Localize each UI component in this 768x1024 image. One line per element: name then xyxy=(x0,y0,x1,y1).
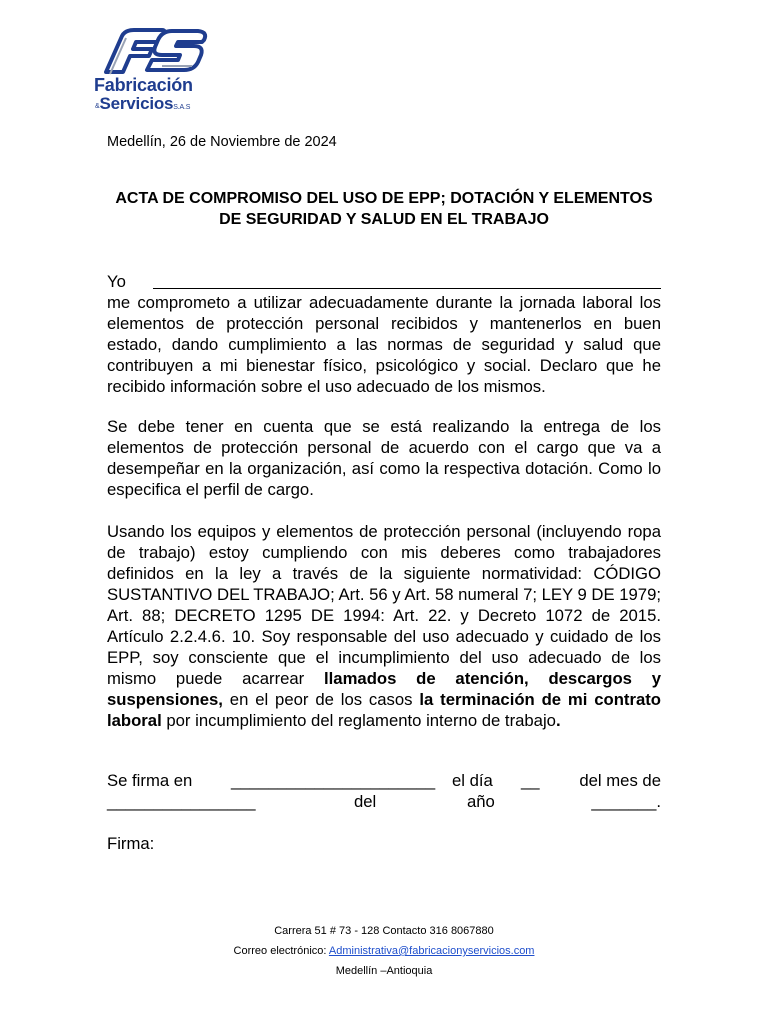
month-blank: ________________ xyxy=(107,792,256,811)
regulations-text-end: por incumplimiento del reglamento interno de trabajo xyxy=(161,711,556,730)
yo-label: Yo xyxy=(107,272,126,291)
logo-ampersand: & xyxy=(95,103,100,110)
del-label: del xyxy=(354,792,377,811)
del-mes-de-label xyxy=(579,771,661,791)
signature-place-row xyxy=(107,771,661,792)
name-blank-line xyxy=(153,288,661,289)
year-blank-text: _______. xyxy=(591,792,661,811)
logo-name-line2 xyxy=(95,94,190,114)
regulations-period: . xyxy=(555,711,561,730)
regulations-text: Usando los equipos y elementos de protección personal (incluyendo ropa de trabajo) estoy cumpliendo con mis deberes como trabajadores definidos en la ley a través de la siguiente normatividad: CÓDIGO SUSTANTIVO DEL TRABAJO; Art. 56 y Art. 58 numeral 7; LEY 9 DE 1979; Art. 88; DECRETO 1295 DE 1994: Art. 22. y Decreto 1072 de 2015. Artículo 2.2.4.6. 10. Soy responsable del uso adecuado y cuidado de los EPP, soy consciente que el incumplimiento del uso adecuado de los mismo puede acarrear xyxy=(107,522,662,688)
paragraph-regulations xyxy=(107,521,661,731)
footer-email-label: Correo electrónico: xyxy=(233,945,329,957)
year-blank xyxy=(591,792,661,812)
paragraph-delivery: Se debe tener en cuenta que se está realizando la entrega de los elementos de protección personal de acuerdo con el cargo que va a desempeñar en la organización, así como la respectiva dotación. Como lo especifica el perfil de cargo. xyxy=(107,417,661,499)
regulations-text-mid: en el peor de los casos xyxy=(222,690,420,709)
day-blank: __ xyxy=(521,771,540,790)
signature-date-row xyxy=(107,792,661,813)
document-title: ACTA DE COMPROMISO DEL USO DE EPP; DOTACIÓN Y ELEMENTOS DE SEGURIDAD Y SALUD EN EL TRABAJO xyxy=(115,190,653,228)
paragraph-commitment: me comprometo a utilizar adecuadamente durante la jornada laboral los elementos de protección personal recibidos y mantenerlos en buen estado, dando cumplimiento a las normas de seguridad y salud que contribuyen a mi bienestar físico, psicológico y social. Declaro que he recibido información sobre el uso adecuado de los mismos. xyxy=(107,293,661,396)
logo-name-line1: Fabricación xyxy=(94,75,193,95)
logo-servicios: Servicios xyxy=(99,94,174,113)
ano-label: año xyxy=(467,792,495,811)
el-dia-label: el día xyxy=(452,771,493,790)
regulations-bold-sanctions: llamados de atención, descargos y suspensiones, xyxy=(107,669,661,709)
city-blank: ______________________ xyxy=(231,771,436,790)
name-line xyxy=(107,270,661,291)
company-logo xyxy=(92,22,216,112)
regulations-bold-termination: la terminación de mi contrato laboral xyxy=(107,690,662,730)
signature-label: Firma: xyxy=(107,834,155,853)
fs-logo-icon xyxy=(92,22,216,78)
del-mes-de-text: del mes de xyxy=(579,771,661,790)
footer-address: Carrera 51 # 73 - 128 Contacto 316 8067880 xyxy=(274,925,494,937)
footer-email-line xyxy=(0,945,768,957)
letter-date: Medellín, 26 de Noviembre de 2024 xyxy=(107,134,337,150)
logo-sas: S.A.S xyxy=(173,104,191,111)
footer-email-link[interactable]: Administrativa@fabricacionyservicios.com xyxy=(328,945,535,957)
footer-city: Medellín –Antioquia xyxy=(335,965,433,977)
se-firma-label: Se firma en xyxy=(107,771,193,790)
